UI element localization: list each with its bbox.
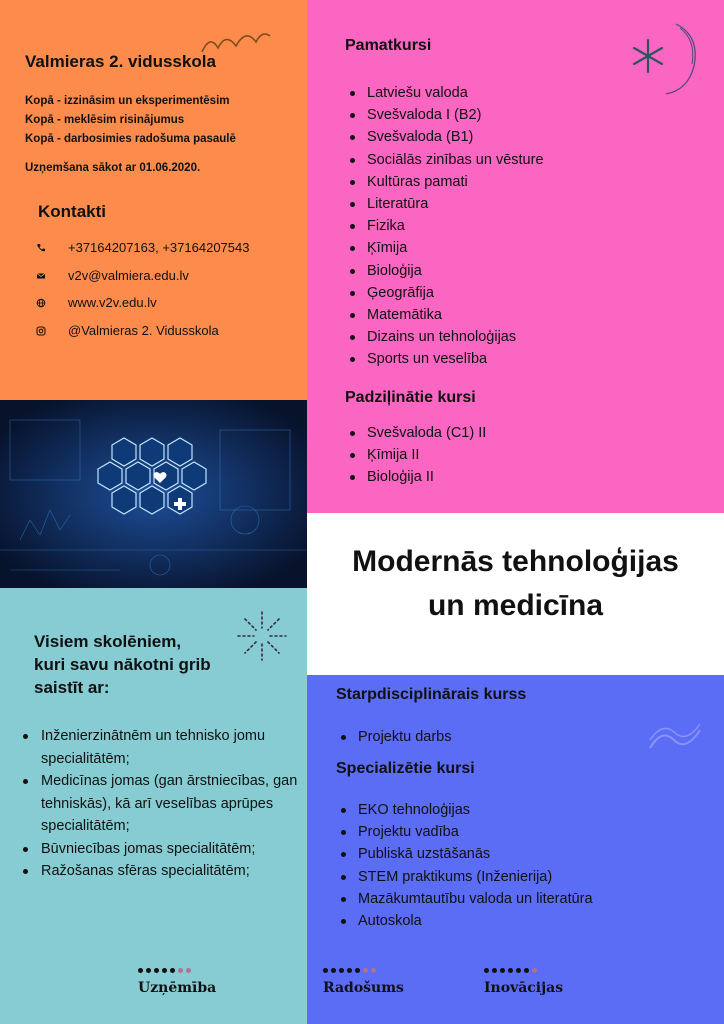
motto-line: Kopā - izzināsim un eksperimentēsim <box>25 95 230 107</box>
list-item: Sociālās zinības un vēsture <box>347 149 544 171</box>
list-item: Matemātika <box>347 304 544 326</box>
program-title-line: un medicīna <box>427 589 604 622</box>
list-item: Ķīmija <box>347 237 544 259</box>
burst-icon <box>234 608 290 664</box>
motto-line: Kopā - meklēsim risinājumus <box>25 114 185 126</box>
advanced-courses-list <box>347 422 486 489</box>
footer-item-entrepreneurship <box>138 968 216 996</box>
list-item: Ražošanas sfēras specialitātēm; <box>20 860 300 883</box>
contact-instagram-text[interactable]: @Valmieras 2. Vidusskola <box>68 323 219 338</box>
admission-date: Uzņemšana sākot ar 01.06.2020. <box>25 162 201 174</box>
list-item: Ģeogrāfija <box>347 282 544 304</box>
contacts-title: Kontakti <box>38 202 106 221</box>
contact-phone-text: +37164207163, +37164207543 <box>68 240 250 255</box>
list-item: Bioloģija II <box>347 466 486 488</box>
list-item: Literatūra <box>347 193 544 215</box>
contact-web-text[interactable]: www.v2v.edu.lv <box>68 295 157 310</box>
list-item: Inženierzinātnēm un tehnisko jomu specialitātēm; <box>20 725 300 770</box>
globe-icon <box>36 298 68 308</box>
contact-web[interactable] <box>36 295 157 310</box>
dots-decoration <box>484 968 563 973</box>
asterisk-swirl-icon <box>630 20 702 96</box>
audience-heading-line: kuri savu nākotni grib <box>34 655 211 674</box>
list-item: Svešvaloda I (B2) <box>347 104 544 126</box>
list-item: Sports un veselība <box>347 348 544 370</box>
list-item: STEM praktikums (Inženierija) <box>338 866 593 888</box>
audience-list <box>20 725 300 883</box>
list-item: Autoskola <box>338 910 593 932</box>
wave-icon <box>646 722 704 756</box>
list-item: Publiskā uzstāšanās <box>338 843 593 865</box>
list-item: Dizains un tehnoloģijas <box>347 326 544 348</box>
footer-label: Uzņēmība <box>138 980 217 996</box>
audience-heading-line: Visiem skolēniem, <box>34 632 182 651</box>
school-mottos <box>25 92 236 149</box>
list-item: EKO tehnoloģijas <box>338 799 593 821</box>
contact-instagram[interactable] <box>36 323 219 338</box>
list-item: Latviešu valoda <box>347 82 544 104</box>
list-item: Projektu darbs <box>338 726 452 748</box>
list-item: Svešvaloda (B1) <box>347 126 544 148</box>
footer-label: Radošums <box>323 980 404 996</box>
squiggle-icon <box>200 28 272 56</box>
list-item: Būvniecības jomas specialitātēm; <box>20 838 300 861</box>
audience-heading-line: saistīt ar: <box>34 678 110 697</box>
interdisciplinary-list <box>338 726 452 748</box>
basic-courses-title: Pamatkursi <box>345 37 432 54</box>
list-item: Mazākumtautību valoda un literatūra <box>338 888 593 910</box>
list-item: Fizika <box>347 215 544 237</box>
contact-email[interactable] <box>36 268 189 283</box>
contact-email-text[interactable]: v2v@valmiera.edu.lv <box>68 268 189 283</box>
program-title <box>0 540 724 628</box>
instagram-icon <box>36 326 68 336</box>
dots-decoration <box>138 968 216 973</box>
school-name: Valmieras 2. vidusskola <box>25 52 216 71</box>
interdisciplinary-title: Starpdisciplinārais kurss <box>336 686 527 703</box>
program-title-line: Modernās tehnoloģijas <box>352 545 679 578</box>
audience-heading <box>34 630 211 699</box>
motto-line: Kopā - darbosimies radošuma pasaulē <box>25 133 236 145</box>
list-item: Medicīnas jomas (gan ārstniecības, gan tehniskās), kā arī veselības aprūpes specialitātēm; <box>20 770 300 838</box>
specialized-list <box>338 799 593 932</box>
specialized-title: Specializētie kursi <box>336 760 475 777</box>
footer-item-innovation <box>484 968 563 996</box>
phone-icon <box>36 243 68 253</box>
footer-label: Inovācijas <box>484 980 564 996</box>
advanced-courses-title: Padziļinātie kursi <box>345 389 476 406</box>
list-item: Bioloģija <box>347 260 544 282</box>
list-item: Svešvaloda (C1) II <box>347 422 486 444</box>
list-item: Projektu vadība <box>338 821 593 843</box>
contact-phone <box>36 240 249 255</box>
list-item: Ķīmija II <box>347 444 486 466</box>
basic-courses-list <box>347 82 544 371</box>
dots-decoration <box>323 968 404 973</box>
footer-item-creativity <box>323 968 404 996</box>
email-icon <box>36 271 68 281</box>
list-item: Kultūras pamati <box>347 171 544 193</box>
